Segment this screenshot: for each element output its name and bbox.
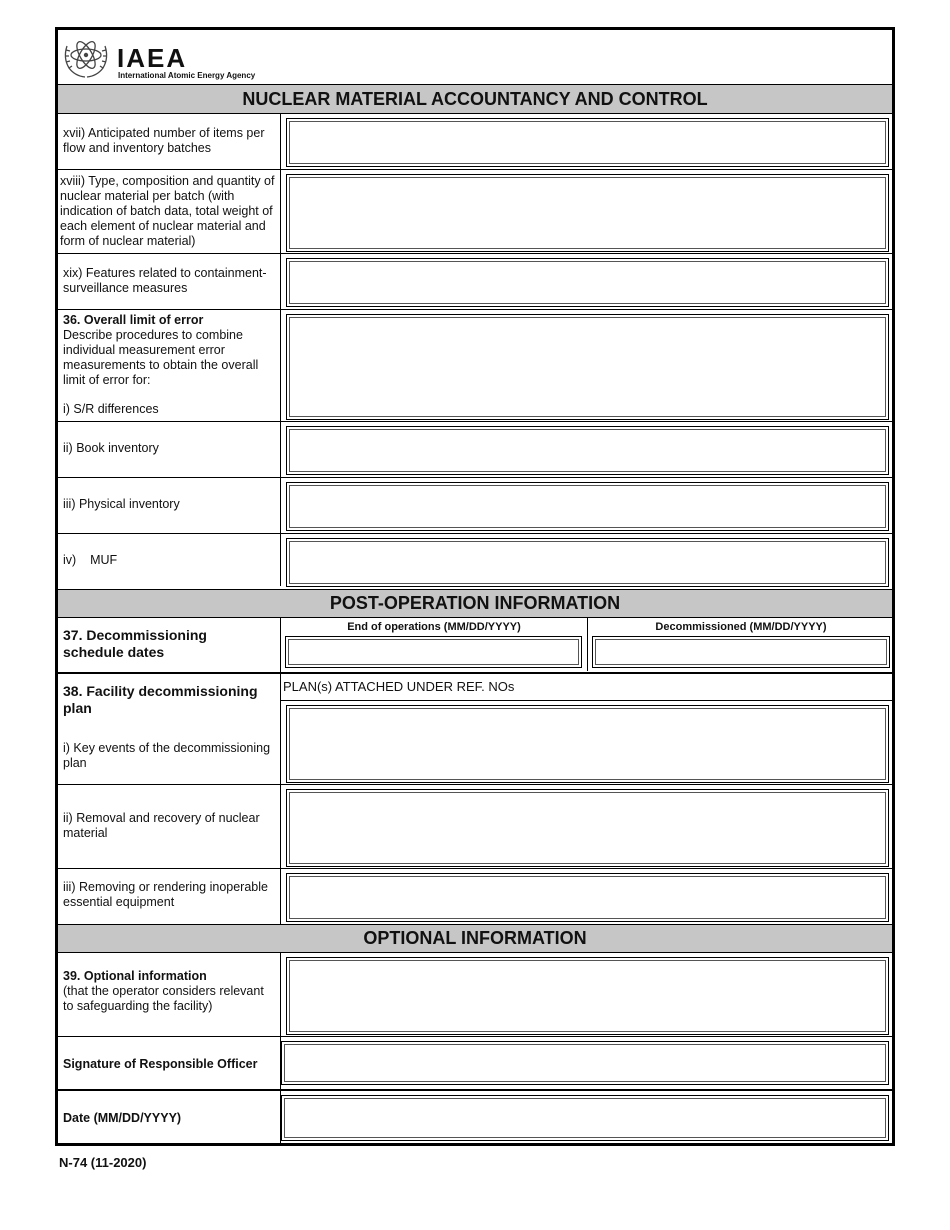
label-q38-i: i) Key events of the decommissioning plan [63,741,271,770]
row-divider [58,253,892,254]
label-xvii: xvii) Anticipated number of items per flow and inventory batches [63,126,265,155]
row-divider [58,672,892,674]
row-divider [58,477,892,478]
section-header-post-operation: POST-OPERATION INFORMATION [58,589,892,618]
column-divider [280,114,281,586]
section-header-optional: OPTIONAL INFORMATION [58,924,892,953]
answer-q36-i[interactable] [286,314,889,420]
label-q36-iv: iv) MUF [63,553,118,567]
end-operations-header: End of operations (MM/DD/YYYY) [347,621,521,633]
form-identifier: N-74 (11-2020) [59,1155,147,1170]
answer-q39[interactable] [286,957,889,1035]
label-q36 [63,313,275,417]
q36-description: Describe procedures to combine individual measurement error measurements to obtain the overall limit of error for: [63,328,259,387]
q39-description: (that the operator considers relevant to safeguarding the facility) [63,984,264,1013]
q36-item-i: i) S/R differences [63,402,159,416]
answer-xvii[interactable] [286,118,889,167]
row-divider [58,533,892,534]
row-divider [58,169,892,170]
label-q36-ii: ii) Book inventory [63,441,159,455]
answer-q36-ii[interactable] [286,426,889,475]
section-header-nmac: NUCLEAR MATERIAL ACCOUNTANCY AND CONTROL [58,84,892,114]
plans-attached-label: PLAN(s) ATTACHED UNDER REF. NOs [283,679,515,694]
atom-olive-wreath-icon [61,34,111,80]
row-divider [58,1089,892,1091]
answer-q38-ii[interactable] [286,789,889,867]
column-divider [587,618,588,671]
signature-label: Signature of Responsible Officer [63,1057,258,1071]
form-frame [55,27,895,1146]
label-q38-iii: iii) Removing or rendering inoperable essential equipment [63,880,268,909]
label-q37: 37. Decommissioning schedule dates [63,627,207,660]
decommissioned-date-input[interactable] [592,636,890,668]
q39-title: 39. Optional information [63,969,207,983]
row-divider [58,421,892,422]
label-xviii: xviii) Type, composition and quantity of nuclear material per batch (with indication of batch data, total weight of each element of nuclear material and form of nuclear material) [60,174,275,248]
label-xix: xix) Features related to containment-surveillance measures [63,266,267,295]
row-divider [58,784,892,785]
answer-q38-iii[interactable] [286,873,889,922]
row-divider [58,868,892,869]
label-q36-iii: iii) Physical inventory [63,497,180,511]
logo-wordmark: IAEA [117,43,188,73]
label-q39 [63,969,275,1014]
logo-subtitle: International Atomic Energy Agency [118,71,256,80]
answer-q36-iv[interactable] [286,538,889,587]
label-q38: 38. Facility decommissioning plan [63,683,258,716]
end-operations-date-input[interactable] [285,636,582,668]
date-label: Date (MM/DD/YYYY) [63,1111,182,1125]
answer-q38-i[interactable] [286,705,889,783]
answer-xviii[interactable] [286,174,889,252]
answer-xix[interactable] [286,258,889,307]
date-field[interactable] [281,1095,889,1141]
signature-field[interactable] [281,1041,889,1085]
q36-title: 36. Overall limit of error [63,313,204,327]
label-q38-ii: ii) Removal and recovery of nuclear material [63,811,260,840]
plans-ref-divider [281,700,892,701]
iaea-logo [61,33,261,83]
row-divider [58,1036,892,1037]
answer-q36-iii[interactable] [286,482,889,531]
decommissioned-header: Decommissioned (MM/DD/YYYY) [655,621,827,633]
row-divider [58,309,892,310]
